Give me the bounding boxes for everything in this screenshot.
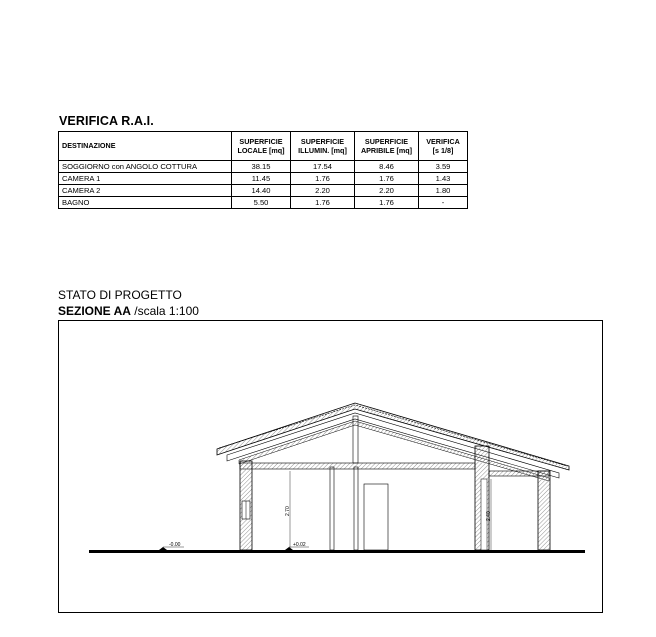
rai-table bbox=[58, 131, 468, 209]
svg-text:-0.00: -0.00 bbox=[169, 542, 181, 548]
drawing-frame bbox=[58, 320, 603, 613]
section-heading: STATO DI PROGETTO bbox=[58, 288, 182, 302]
ground-line bbox=[89, 550, 585, 553]
height-label-left: 2.70 bbox=[285, 506, 291, 516]
partition-1 bbox=[330, 467, 334, 550]
table-row bbox=[59, 197, 468, 209]
partition-2 bbox=[354, 467, 358, 550]
cell-verifica: - bbox=[419, 197, 468, 209]
height-label-right: 2.40 bbox=[486, 511, 492, 521]
cell-destinazione: SOGGIORNO con ANGOLO COTTURA bbox=[59, 161, 232, 173]
cell-apribile: 8.46 bbox=[355, 161, 419, 173]
cell-locale: 5.50 bbox=[232, 197, 291, 209]
table-row bbox=[59, 185, 468, 197]
cell-illum: 1.76 bbox=[291, 197, 355, 209]
right-exterior-wall bbox=[538, 471, 550, 550]
svg-text:+0.02: +0.02 bbox=[293, 542, 306, 548]
header-superficie-apribile: SUPERFICIE APRIBILE [mq] bbox=[355, 132, 419, 161]
door bbox=[364, 484, 388, 550]
header-superficie-illuminante: SUPERFICIE ILLUMIN. [mq] bbox=[291, 132, 355, 161]
cell-locale: 11.45 bbox=[232, 173, 291, 185]
cell-verifica: 1.43 bbox=[419, 173, 468, 185]
table-row bbox=[59, 173, 468, 185]
header-superficie-locale: SUPERFICIE LOCALE [mq] bbox=[232, 132, 291, 161]
elevation-marker-outside bbox=[159, 542, 184, 550]
cell-destinazione: BAGNO bbox=[59, 197, 232, 209]
cell-locale: 38.15 bbox=[232, 161, 291, 173]
section-drawing bbox=[59, 321, 604, 614]
cell-illum: 17.54 bbox=[291, 161, 355, 173]
cell-apribile: 1.76 bbox=[355, 197, 419, 209]
cell-verifica: 1.80 bbox=[419, 185, 468, 197]
header-verifica: VERIFICA [s 1/8] bbox=[419, 132, 468, 161]
rai-title: VERIFICA R.A.I. bbox=[59, 114, 154, 128]
table-header-row bbox=[59, 132, 468, 161]
cell-locale: 14.40 bbox=[232, 185, 291, 197]
elevation-marker-inside bbox=[285, 542, 309, 550]
section-title: SEZIONE AA /scala 1:100 bbox=[58, 304, 199, 318]
cell-illum: 1.76 bbox=[291, 173, 355, 185]
header-destinazione: DESTINAZIONE bbox=[59, 132, 232, 161]
cell-apribile: 2.20 bbox=[355, 185, 419, 197]
cell-verifica: 3.59 bbox=[419, 161, 468, 173]
cell-apribile: 1.76 bbox=[355, 173, 419, 185]
cell-destinazione: CAMERA 2 bbox=[59, 185, 232, 197]
cell-destinazione: CAMERA 1 bbox=[59, 173, 232, 185]
table-row bbox=[59, 161, 468, 173]
cell-illum: 2.20 bbox=[291, 185, 355, 197]
